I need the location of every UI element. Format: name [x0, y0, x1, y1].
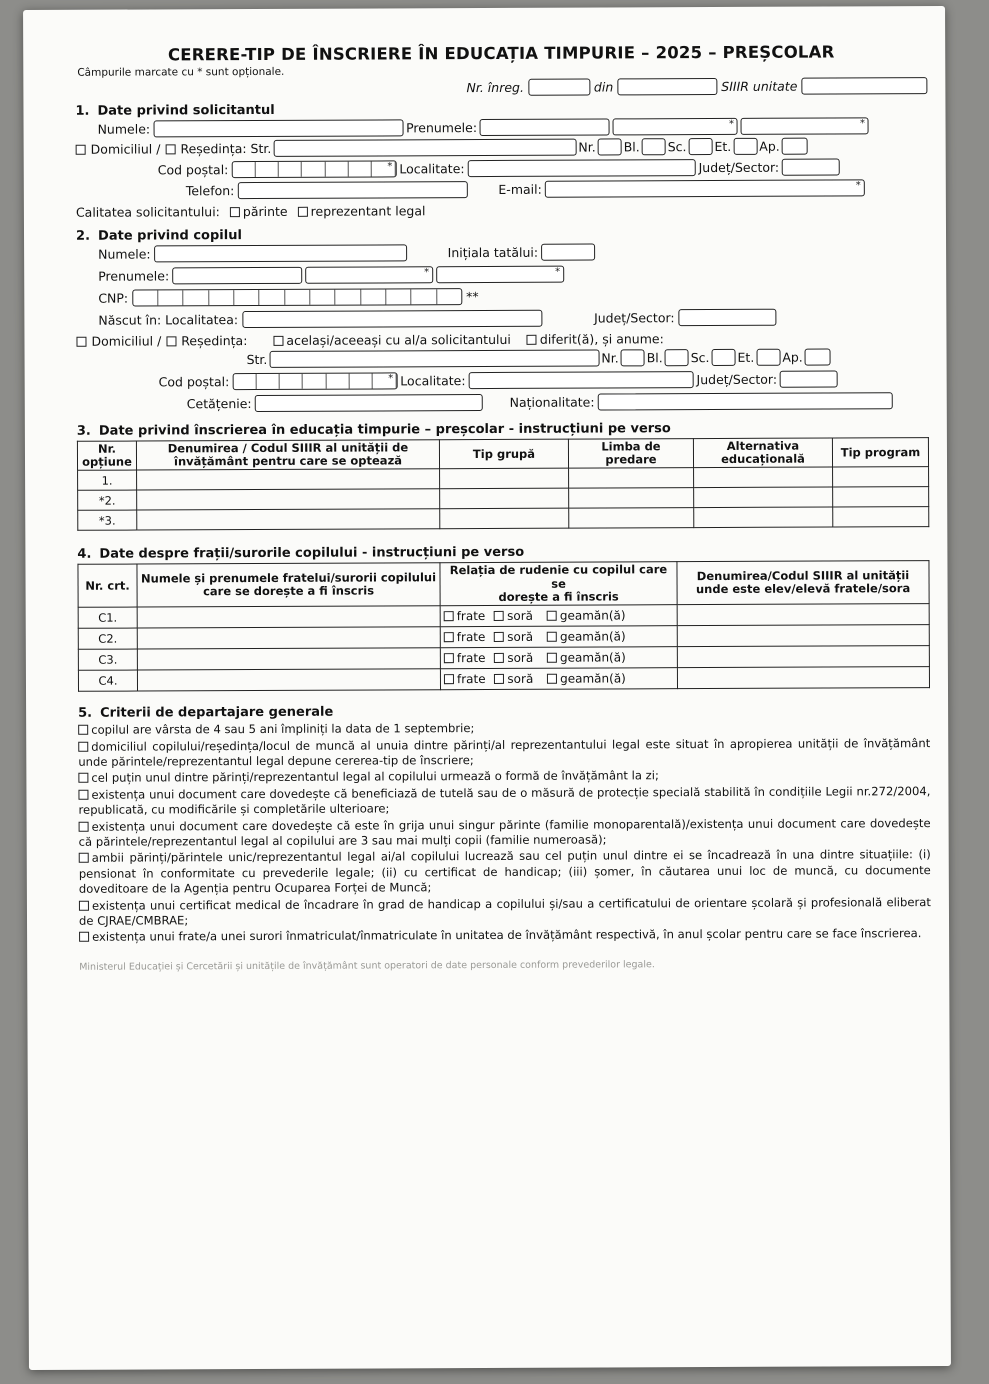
applicant-residence-label: Reședința: Str.: [180, 140, 272, 157]
col-sibling-name: Numele și prenumele fratelui/surorii copilului care se dorește a fi înscris: [137, 563, 440, 607]
option-unit-cell[interactable]: [137, 489, 440, 510]
criterion-text: ambii părinți/părintele unic/reprezentantul legal ai/al copilului lucrează sau cel puțin unul dintre ei se încadrează în una dintre situațiile: (i) pensionat în conformitate cu prevederile legale; (ii) cu certificat de handicap; (iii) șomer, în căutarea unui loc de muncă, cu documente doveditoare de la Agenția pentru Ocuparea Forței de Muncă;: [78, 847, 931, 896]
col-group-type: Tip grupă: [439, 439, 568, 469]
din-input[interactable]: [617, 78, 717, 95]
applicant-city-input[interactable]: [468, 159, 696, 177]
page-title: CERERE-TIP DE ÎNSCRIERE ÎN EDUCAȚIA TIMPURIE – 2025 – PREȘCOLAR: [167, 42, 835, 65]
section-3-title: Date privind înscrierea în educația timpurie – preșcolar - instrucțiuni pe verso: [98, 421, 671, 439]
sibling-index: C3.: [78, 649, 137, 670]
child-firstname-input-3[interactable]: *: [436, 266, 564, 284]
option-alternative-cell[interactable]: [694, 487, 833, 508]
col-option-nr: Nr. opțiune: [77, 441, 136, 471]
sibling-name-cell[interactable]: [137, 627, 440, 649]
table-header-row: [77, 438, 928, 471]
section-5-number: 5.: [78, 705, 93, 721]
child-postcode-input[interactable]: *: [232, 372, 397, 390]
sibling-name-cell[interactable]: [137, 648, 440, 670]
applicant-surname-label: Numele:: [97, 121, 151, 137]
criterion-item[interactable]: [79, 895, 931, 930]
child-residence-checkbox[interactable]: [163, 333, 179, 348]
child-county-input[interactable]: [780, 370, 838, 387]
din-label: din: [593, 79, 614, 95]
section-1-heading: [75, 100, 927, 119]
criterion-item[interactable]: [79, 847, 931, 897]
child-sc-input[interactable]: [711, 349, 735, 366]
applicant-nr-label: Nr.: [578, 139, 596, 155]
child-address-different-label: diferit(ă), și anume:: [539, 331, 664, 347]
criterion-item[interactable]: [78, 784, 930, 819]
section-1-number: 1.: [75, 103, 90, 119]
child-postcode-label: Cod poștal:: [158, 374, 230, 390]
applicant-bl-label: Bl.: [623, 139, 640, 155]
father-initial-label: Inițiala tatălui:: [447, 244, 539, 261]
applicant-county-input[interactable]: [782, 158, 840, 175]
applicant-surname-input[interactable]: [153, 119, 403, 137]
table-row: [78, 667, 929, 692]
quality-legal-rep-label: reprezentant legal: [310, 203, 426, 219]
child-birth-county-input[interactable]: [679, 309, 777, 326]
option-language-cell[interactable]: [569, 488, 694, 509]
relation-option-brother: frate: [456, 609, 486, 624]
quality-parent-option[interactable]: [230, 204, 288, 219]
child-bl-label: Bl.: [646, 350, 663, 366]
child-domicile-checkbox[interactable]: [76, 334, 89, 349]
section-4-number: 4.: [77, 547, 92, 563]
criterion-text: existența unui certificat medical de încadrare în grad de handicap a copilului și/sau a certificatului de orientare școlară și profesională eliberat de CJRAE/CMBRAE;: [78, 894, 931, 928]
criterion-text: cel puțin unul dintre părinți/reprezentantul legal al copilului urmează o formă de învățământ la zi;: [91, 768, 659, 786]
section-4-heading: [77, 544, 929, 563]
applicant-firstname-input[interactable]: [480, 118, 610, 136]
option-program-cell[interactable]: [833, 487, 929, 507]
child-birthplace-input[interactable]: [242, 310, 542, 328]
section-4-title: Date despre frații/surorile copilului - instrucțiuni pe verso: [99, 545, 525, 563]
sibling-unit-cell[interactable]: [677, 625, 929, 647]
sibling-relation-cell[interactable]: [440, 626, 677, 648]
child-nr-label: Nr.: [601, 350, 619, 366]
child-nationality-input[interactable]: [598, 392, 893, 410]
section-5-title: Criterii de departajare generale: [100, 704, 334, 721]
relation-option-brother: frate: [456, 651, 486, 666]
applicant-email-input[interactable]: *: [545, 179, 865, 197]
relation-option-brother: frate: [456, 630, 486, 645]
relation-option-twin: geamăn(ă): [559, 629, 626, 644]
child-county-label: Județ/Sector:: [696, 371, 778, 388]
col-sibling-relation: Relația de rudenie cu copilul care se dorește a fi înscris: [440, 562, 677, 606]
child-cnp-label: CNP:: [98, 290, 129, 306]
criterion-item[interactable]: [78, 736, 930, 771]
sibling-index: C4.: [78, 670, 137, 691]
child-birth-county-label: Județ/Sector:: [594, 310, 675, 326]
option-unit-cell[interactable]: [137, 469, 440, 490]
col-alternative: Alternativa educațională: [693, 438, 832, 468]
criterion-text: domiciliul copilului/reședința/locul de muncă al unuia dintre părinți/al reprezentantului legal este situat în apropierea unității de învățământ unde părintele/reprezentantul legal depune cererea-tip de înscriere;: [78, 735, 931, 769]
criterion-text: existența unui document care dovedește că beneficiază de tutelă sau de o măsură de protecție specială stabilită în condițiile Legii nr.272/2004, republicată, cu modificările și completările ulterioare;: [78, 783, 931, 817]
applicant-firstname-input-3[interactable]: *: [741, 117, 869, 135]
sibling-unit-cell[interactable]: [677, 604, 929, 626]
col-teaching-language: Limba de predare: [568, 439, 693, 469]
quality-legal-rep-option[interactable]: [298, 203, 426, 219]
section-1-title: Date privind solicitantul: [97, 102, 275, 119]
criterion-item[interactable]: [79, 926, 931, 945]
applicant-city-label: Localitate:: [399, 161, 465, 177]
applicant-domicile-checkbox[interactable]: [76, 142, 89, 157]
sibling-index: C1.: [78, 607, 137, 628]
section-5-heading: [78, 702, 930, 721]
col-sibling-nr: Nr. crt.: [78, 564, 137, 607]
sibling-relation-cell[interactable]: [440, 647, 677, 669]
applicant-postcode-input[interactable]: *: [231, 160, 396, 178]
criterion-item[interactable]: [79, 816, 931, 851]
relation-option-sister: soră: [507, 650, 534, 666]
child-street-label: Str.: [246, 351, 268, 368]
child-city-input[interactable]: [468, 371, 693, 389]
option-program-cell[interactable]: [833, 507, 929, 527]
relation-option-twin: geamăn(ă): [559, 608, 626, 623]
relation-option-twin: geamăn(ă): [560, 671, 626, 686]
option-index: *3.: [78, 510, 137, 530]
option-language-cell[interactable]: [569, 508, 694, 529]
option-group-cell[interactable]: [440, 489, 569, 510]
applicant-nr-input[interactable]: [598, 138, 622, 155]
child-surname-input[interactable]: [154, 244, 407, 262]
applicant-county-label: Județ/Sector:: [698, 159, 780, 176]
applicant-phone-input[interactable]: [237, 181, 467, 199]
applicant-et-label: Et.: [714, 138, 732, 155]
option-group-cell[interactable]: [440, 469, 569, 490]
sibling-name-cell[interactable]: [137, 606, 440, 628]
sibling-index: C2.: [78, 628, 137, 649]
father-initial-input[interactable]: [541, 244, 595, 261]
applicant-street-input[interactable]: [273, 139, 576, 157]
option-group-cell[interactable]: [440, 509, 569, 530]
relation-option-sister: soră: [507, 671, 534, 687]
applicant-ap-input[interactable]: [782, 138, 808, 155]
section-2-number: 2.: [75, 228, 91, 244]
sibling-relation-cell[interactable]: [440, 605, 677, 627]
child-et-input[interactable]: [756, 349, 780, 366]
child-nationality-label: Naționalitate:: [509, 394, 595, 410]
relation-option-twin: geamăn(ă): [559, 650, 626, 665]
child-citizenship-label: Cetățenie:: [186, 396, 252, 412]
applicant-postcode-label: Cod poștal:: [157, 162, 229, 178]
applicant-firstname-input-2[interactable]: *: [613, 118, 738, 136]
child-domicile-label: Domiciliul /: [91, 333, 162, 349]
form-page: [23, 6, 951, 1370]
child-ap-input[interactable]: [805, 348, 831, 365]
col-program-type: Tip program: [832, 438, 928, 468]
registration-row: [75, 77, 927, 98]
table-header-row: [78, 561, 929, 607]
col-sibling-unit: Denumirea/Codul SIIIR al unității unde este elev/elevă fratele/sora: [677, 561, 929, 605]
relation-option-brother: frate: [456, 672, 486, 687]
page-footer: Ministerul Educației și Cercetării și unitățile de învățământ sunt operatori de date personale conform prevederilor legale.: [79, 959, 655, 973]
child-bl-input[interactable]: [665, 349, 689, 366]
relation-option-sister: soră: [507, 629, 534, 645]
option-index: 1.: [78, 470, 137, 490]
col-unit-name: Denumirea / Codul SIIIR al unității de învățământ pentru care se optează: [136, 440, 439, 471]
applicant-bl-input[interactable]: [642, 138, 666, 155]
applicant-quality-label: Calitatea solicitantului:: [75, 204, 220, 220]
child-ap-label: Ap.: [782, 349, 803, 365]
option-unit-cell[interactable]: [137, 509, 440, 530]
quality-parent-label: părinte: [242, 203, 288, 220]
sibling-relation-cell[interactable]: [440, 668, 677, 690]
criterion-text: copilul are vârsta de 4 sau 5 ani împliniți la data de 1 septembrie;: [91, 721, 475, 737]
criterion-text: existența unui frate/a unei surori înmatriculat/înmatriculate în unitatea de învățământ respectivă, în anul școlar pentru care se face înscrierea.: [92, 926, 922, 945]
section-2-heading: [76, 225, 928, 244]
option-program-cell[interactable]: [833, 467, 929, 487]
sibling-name-cell[interactable]: [137, 669, 440, 691]
option-language-cell[interactable]: [569, 468, 694, 489]
applicant-sc-input[interactable]: [688, 138, 712, 155]
section-3-heading: [77, 420, 929, 439]
child-firstname-input-2[interactable]: *: [305, 266, 433, 284]
child-address-same-option[interactable]: [273, 332, 511, 348]
child-cnp-input[interactable]: [132, 288, 462, 306]
criterion-text: existența unui document care dovedește că este în grija unui singur părinte (familie monoparentală)/existența unui document care dovedește că părintele/reprezentantul legal al copilului are 3 sau mai mulți copii (familie numeroasă);: [78, 815, 931, 849]
enrollment-options-table: [77, 437, 929, 531]
applicant-ap-label: Ap.: [759, 138, 780, 154]
table-row: [78, 507, 929, 531]
child-address-same-label: același/aceeași cu al/a solicitantului: [286, 331, 511, 348]
applicant-domicile-label: Domiciliul /: [90, 141, 161, 157]
sibling-unit-cell[interactable]: [677, 646, 929, 668]
child-nr-input[interactable]: [621, 349, 645, 366]
applicant-firstname-label: Prenumele:: [406, 120, 478, 136]
child-city-label: Localitate:: [400, 373, 466, 389]
option-alternative-cell[interactable]: [694, 467, 833, 488]
applicant-phone-label: Telefon:: [185, 183, 235, 199]
applicant-email-label: E-mail:: [498, 181, 542, 197]
child-residence-label: Reședința:: [181, 333, 248, 349]
siiir-label: SIIIR unitate: [721, 78, 798, 94]
applicant-residence-checkbox[interactable]: [162, 141, 178, 156]
child-surname-label: Numele:: [98, 246, 151, 262]
child-firstname-input[interactable]: [172, 267, 302, 285]
child-cnp-footnote: **: [466, 289, 479, 305]
nr-inreg-label: Nr. înreg.: [466, 79, 524, 96]
child-street-input[interactable]: [269, 350, 599, 368]
applicant-et-input[interactable]: [733, 138, 757, 155]
siiir-input[interactable]: [801, 77, 927, 95]
child-firstname-label: Prenumele:: [98, 268, 170, 284]
option-index: *2.: [78, 490, 137, 510]
child-sc-label: Sc.: [690, 350, 710, 366]
nr-inreg-input[interactable]: [528, 79, 590, 96]
section-3-number: 3.: [76, 423, 91, 439]
child-address-different-option[interactable]: [527, 331, 664, 347]
child-citizenship-input[interactable]: [255, 394, 483, 412]
child-et-label: Et.: [737, 349, 755, 365]
option-alternative-cell[interactable]: [694, 507, 833, 528]
applicant-sc-label: Sc.: [667, 139, 687, 155]
section-2-title: Date privind copilul: [97, 228, 242, 244]
child-birthplace-label: Născut în: Localitatea:: [98, 312, 239, 328]
siblings-table: [77, 561, 930, 692]
relation-option-sister: soră: [507, 608, 534, 624]
sibling-unit-cell[interactable]: [677, 667, 929, 689]
optional-fields-note: Câmpurile marcate cu * sunt opționale.: [77, 65, 285, 79]
